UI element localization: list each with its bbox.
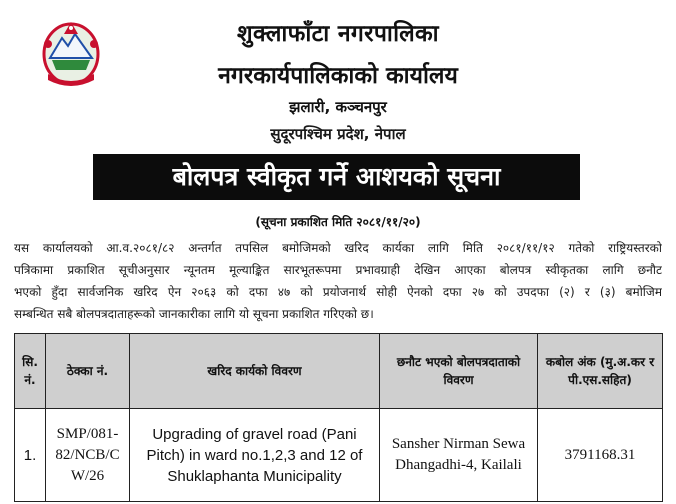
notice-body-line: यस कार्यालयको आ.व.२०८१/८२ अन्तर्गत तपसिल बमोजिमको खरिद कार्यका लागि मिति २०८१/११/१२ गतेको राष्ट्रियस्तरको (14, 241, 662, 255)
notice-body-line: पत्रिकामा प्रकाशित सूचीअनुसार न्यूनतम मूल्याङ्कित सारभूतरूपमा प्रभावग्राही देखिन आएका बोलपत्र स्वीकृतका लागि छनौट (14, 263, 662, 277)
cell-description: Upgrading of gravel road (Pani Pitch) in ward no.1,2,3 and 12 of Shuklaphanta Municipality (130, 409, 380, 502)
cell-bidder: Sansher Nirman Sewa Dhangadhi-4, Kailali (380, 409, 538, 502)
office-name: नगरकार्यपालिकाको कार्यालय (218, 63, 458, 89)
col-header-description: खरिद कार्यको विवरण (130, 334, 380, 409)
office-address: झलारी, कञ्चनपुर (289, 98, 387, 116)
cell-amount: 3791168.31 (538, 409, 663, 502)
notice-title-banner: बोलपत्र स्वीकृत गर्ने आशयको सूचना (93, 154, 580, 200)
col-header-amount: कबोल अंक (मु.अ.कर र पी.एस.सहित) (538, 334, 663, 409)
col-header-bidder: छनौट भएको बोलपत्रदाताको विवरण (380, 334, 538, 409)
published-date: (सूचना प्रकाशित मिति २०८१/११/२०) (255, 215, 421, 229)
table-row (15, 409, 663, 502)
col-header-contract-no: ठेक्का नं. (46, 334, 130, 409)
cell-sn: 1. (15, 409, 46, 502)
bid-table (14, 333, 663, 502)
municipality-name: शुक्लाफाँटा नगरपालिका (237, 21, 439, 47)
col-header-sn: सि. नं. (15, 334, 46, 409)
cell-contract-no: SMP/081-82/NCB/CW/26 (46, 409, 130, 502)
notice-body-line: सम्बन्धित सबै बोलपत्रदाताहरूको जानकारीका लागि यो सूचना प्रकाशित गरिएको छ। (14, 307, 374, 321)
notice-body-line: भएको हुँदा सार्वजनिक खरिद ऐन २०६३ को दफा ४७ को प्रयोजनार्थ सोही ऐनको दफा २७ को उपदफा (२) र (३) बमोजिम (14, 285, 662, 299)
table-header-row (15, 334, 663, 409)
province-name: सुदूरपश्चिम प्रदेश, नेपाल (270, 125, 406, 143)
notice-body (14, 237, 662, 325)
